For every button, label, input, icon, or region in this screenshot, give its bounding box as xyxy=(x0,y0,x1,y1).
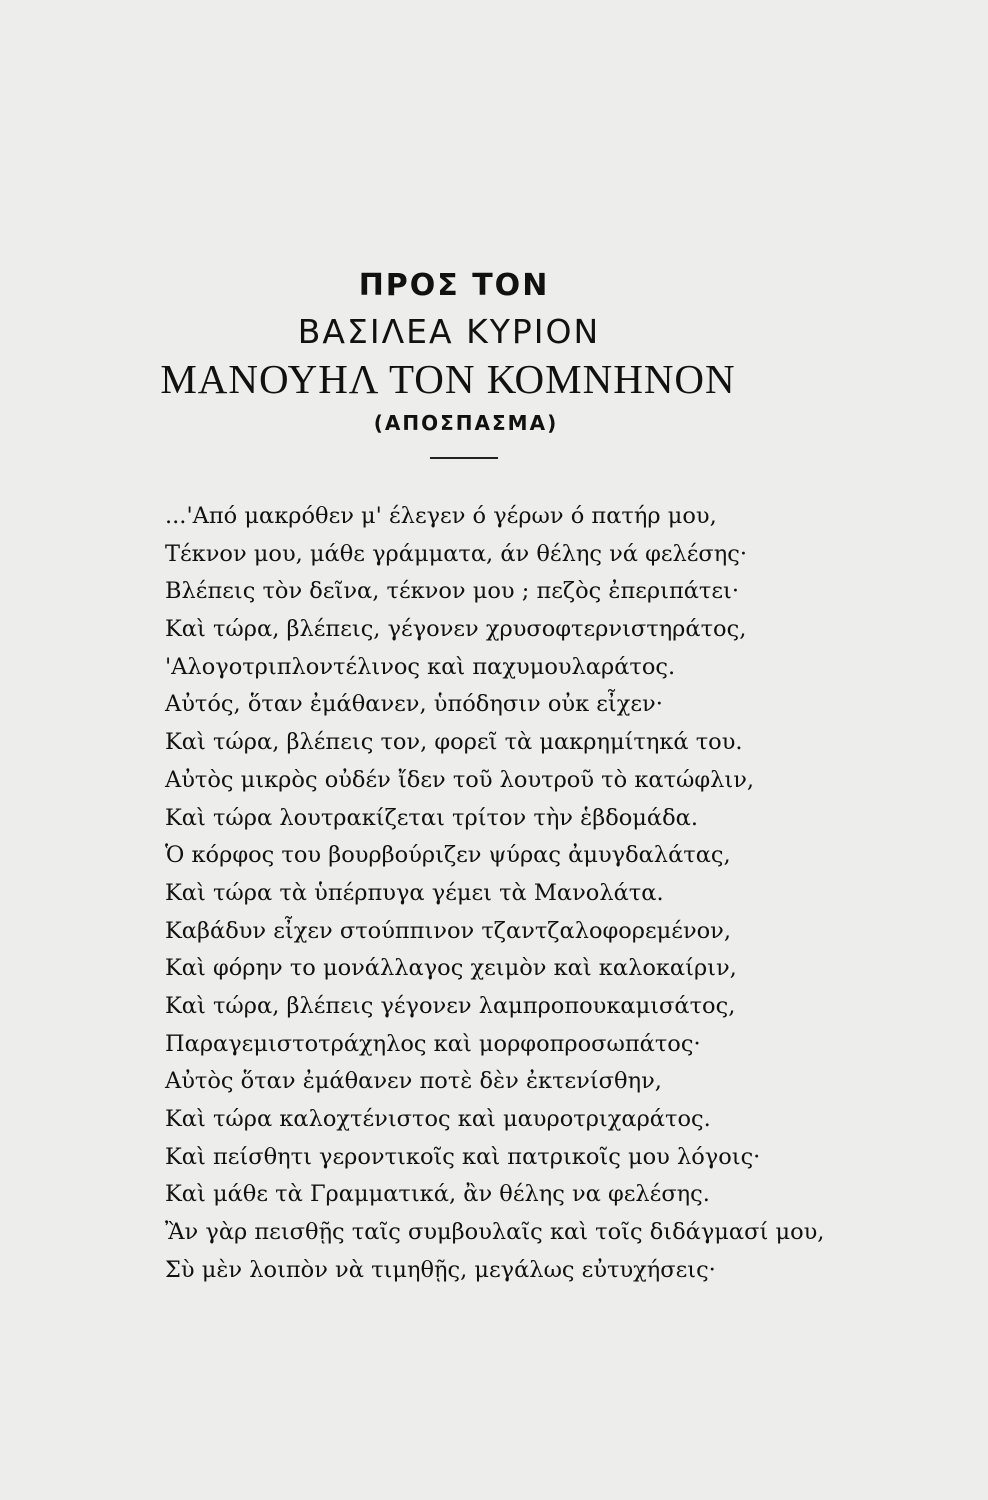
poem-line: Καὶ τώρα, βλέπεις τον, φορεῖ τὰ μακρημίτηκά του. xyxy=(165,729,743,756)
poem-line: Καὶ τώρα λουτρακίζεται τρίτον τὴν ἑβδομάδα. xyxy=(165,804,699,831)
poem-line: Αὐτὸς ὅταν ἐμάθανεν ποτὲ δὲν ἐκτενίσθην, xyxy=(165,1068,662,1095)
subtitle: (ΑΠΟΣΠΑΣΜΑ) xyxy=(373,411,559,435)
title-line-2: ΒΑΣΙΛΕΑ ΚΥΡΙΟΝ xyxy=(297,312,601,351)
poem-line: Ἂν γὰρ πεισθῇς ταῖς συμβουλαῖς καὶ τοῖς διδάγμασί μου, xyxy=(165,1219,825,1246)
poem-line: Αὐτὸς μικρὸς οὐδέν ἴδεν τοῦ λουτροῦ τὸ κατώφλιν, xyxy=(165,766,755,793)
poem-line: Καὶ τώρα καλοχτένιστος καὶ μαυροτριχαράτος. xyxy=(165,1106,711,1132)
poem-line: Σὺ μὲν λοιπὸν νὰ τιμηθῇς, μεγάλως εὐτυχήσεις· xyxy=(165,1256,716,1283)
poem-line: Καὶ φόρην το μονάλλαγος χειμὸν καὶ καλοκαίριν, xyxy=(165,955,737,982)
poem-line: Καβάδυν εἶχεν στούππινον τζαντζαλοφορεμένον, xyxy=(165,917,732,944)
poem-line: Καὶ μάθε τὰ Γραμματικά, ἂν θέλης να φελέσης. xyxy=(165,1181,710,1208)
poem-line: Τέκνον μου, μάθε γράμματα, άν θέλης νά φελέσης· xyxy=(165,540,748,567)
poem-line: Βλέπεις τὸν δεῖνα, τέκνον μου ; πεζὸς ἐπεριπάτει· xyxy=(165,578,740,605)
poem-line: Αὐτός, ὅταν ἐμάθανεν, ὑπόδησιν οὐκ εἶχεν· xyxy=(165,691,663,718)
poem-line: ...'Από μακρόθεν μ' έλεγεν ό γέρων ό πατήρ μου, xyxy=(165,503,717,529)
title-line-3: ΜΑΝΟΥΗΛ ΤΟΝ ΚΟΜΝΗΝΟΝ xyxy=(160,356,736,402)
poem-line: 'Αλογοτριπλοντέλινος καὶ παχυμουλαράτος. xyxy=(165,653,676,680)
poem-text xyxy=(165,498,905,1289)
poem-line: Καὶ τώρα τὰ ὑπέρπυγα γέμει τὰ Μανολάτα. xyxy=(165,879,664,906)
poem-line: Καὶ τώρα, βλέπεις, γέγονεν χρυσοφτερνιστηράτος, xyxy=(165,616,747,643)
separator-rule xyxy=(430,457,498,459)
poem-line: Ὁ κόρφος του βουρβούριζεν ψύρας ἀμυγδαλάτας, xyxy=(165,842,731,869)
poem-line: Καὶ πείσθητι γεροντικοῖς καὶ πατρικοῖς μου λόγοις· xyxy=(165,1143,761,1170)
title-line-1: ΠΡΟΣ ΤΟΝ xyxy=(358,268,550,303)
poem-line: Καὶ τώρα, βλέπεις γέγονεν λαμπροπουκαμισάτος, xyxy=(165,992,736,1019)
poem-line: Παραγεμιστοτράχηλος καὶ μορφοπροσωπάτος· xyxy=(165,1030,701,1057)
